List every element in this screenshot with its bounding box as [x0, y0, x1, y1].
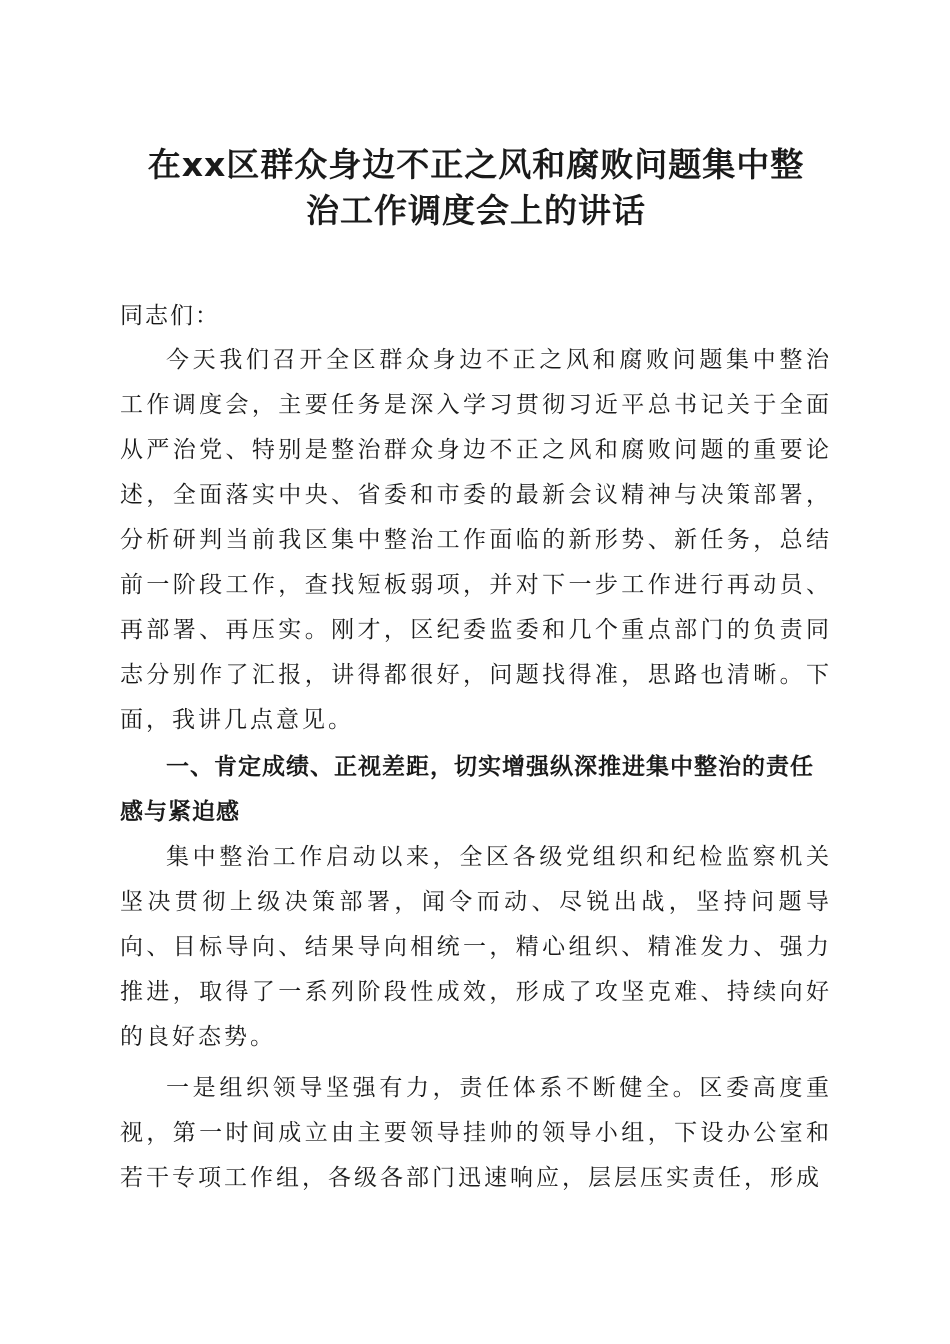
salutation: 同志们： — [120, 303, 220, 329]
section1-paragraph-2: 一是组织领导坚强有力，责任体系不断健全。区委高度重视，第一时间成立由主要领导挂帅的领导小组，下设办公室和若干专项工作组，各级各部门迅速响应，层层压实责任，形成 — [120, 1075, 832, 1191]
document-title — [120, 142, 832, 234]
title-line-1: 在xx区群众身边不正之风和腐败问题集中整 — [147, 145, 805, 184]
document-page — [120, 130, 832, 1201]
intro-paragraph: 今天我们召开全区群众身边不正之风和腐败问题集中整治工作调度会，主要任务是深入学习贯彻习近平总书记关于全面从严治党、特别是整治群众身边不正之风和腐败问题的重要论述，全面落实中央、省委和市委的最新会议精神与决策部署，分析研判当前我区集中整治工作面临的新形势、新任务，总结前一阶段工作，查找短板弱项，并对下一步工作进行再动员、再部署、再压实。刚才，区纪委监委和几个重点部门的负责同志分别作了汇报，讲得都很好，问题找得准，思路也清晰。下面，我讲几点意见。 — [120, 347, 832, 733]
title-line-2: 治工作调度会上的讲话 — [306, 191, 646, 230]
section-heading-1: 一、肯定成绩、正视差距，切实增强纵深推进集中整治的责任感与紧迫感 — [120, 754, 814, 825]
section1-paragraph-1: 集中整治工作启动以来，全区各级党组织和纪检监察机关坚决贯彻上级决策部署，闻令而动、尽锐出战，坚持问题导向、目标导向、结果导向相统一，精心组织、精准发力、强力推进，取得了一系列阶段性成效，形成了攻坚克难、持续向好的良好态势。 — [120, 844, 832, 1050]
